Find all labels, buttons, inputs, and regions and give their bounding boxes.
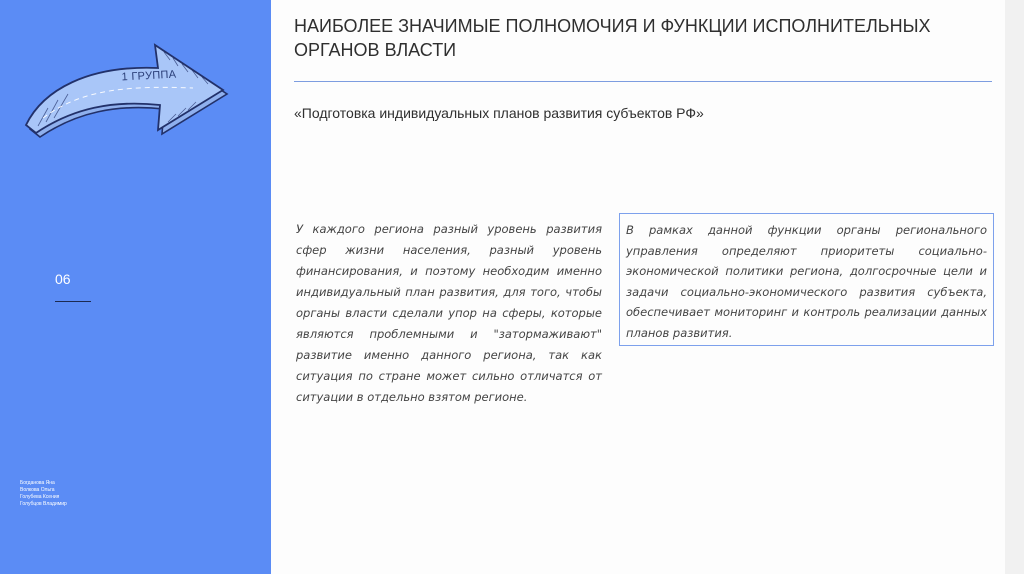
curved-arrow-icon xyxy=(18,30,233,140)
author-name: Голубева Ксения xyxy=(20,494,60,500)
page-title: НАИБОЛЕЕ ЗНАЧИМЫЕ ПОЛНОМОЧИЯ И ФУНКЦИИ ИСПОЛНИТЕЛЬНЫХ ОРГАНОВ ВЛАСТИ xyxy=(294,16,931,60)
left-paragraph: У каждого региона разный уровень развития сфер жизни населения, разный уровень финансирования, и поэтому необходим именно индивидуальный план развития, для того, чтобы органы власти сделали упор на сферы, которые являются проблемными и "затормаживают" развитие именно данного региона, так как ситуация по стране может сильно отличатся от ситуации в отдельно взятом регионе. xyxy=(296,222,602,404)
author-name: Волкова Ольга xyxy=(20,487,55,493)
group-label: 1 ГРУППА xyxy=(121,68,177,84)
right-edge-strip xyxy=(1005,0,1024,574)
title-divider xyxy=(294,81,992,82)
page-subtitle: «Подготовка индивидуальных планов развития субъектов РФ» xyxy=(294,105,704,121)
sidebar xyxy=(0,0,271,574)
author-name: Голубцов Владимир xyxy=(20,501,67,507)
authors-list xyxy=(20,480,67,508)
slide-number-underline xyxy=(55,301,91,302)
right-paragraph-box: В рамках данной функции органы регионального управления определяют приоритеты социально-экономической политики региона, долгосрочные цели и задачи социально-экономического развития субъекта, обеспечивает мониторинг и контроль реализации данных планов развития. xyxy=(619,213,994,346)
arrow-graphic xyxy=(18,30,233,140)
slide-number: 06 xyxy=(55,271,71,287)
author-name: Богданова Яна xyxy=(20,480,55,486)
